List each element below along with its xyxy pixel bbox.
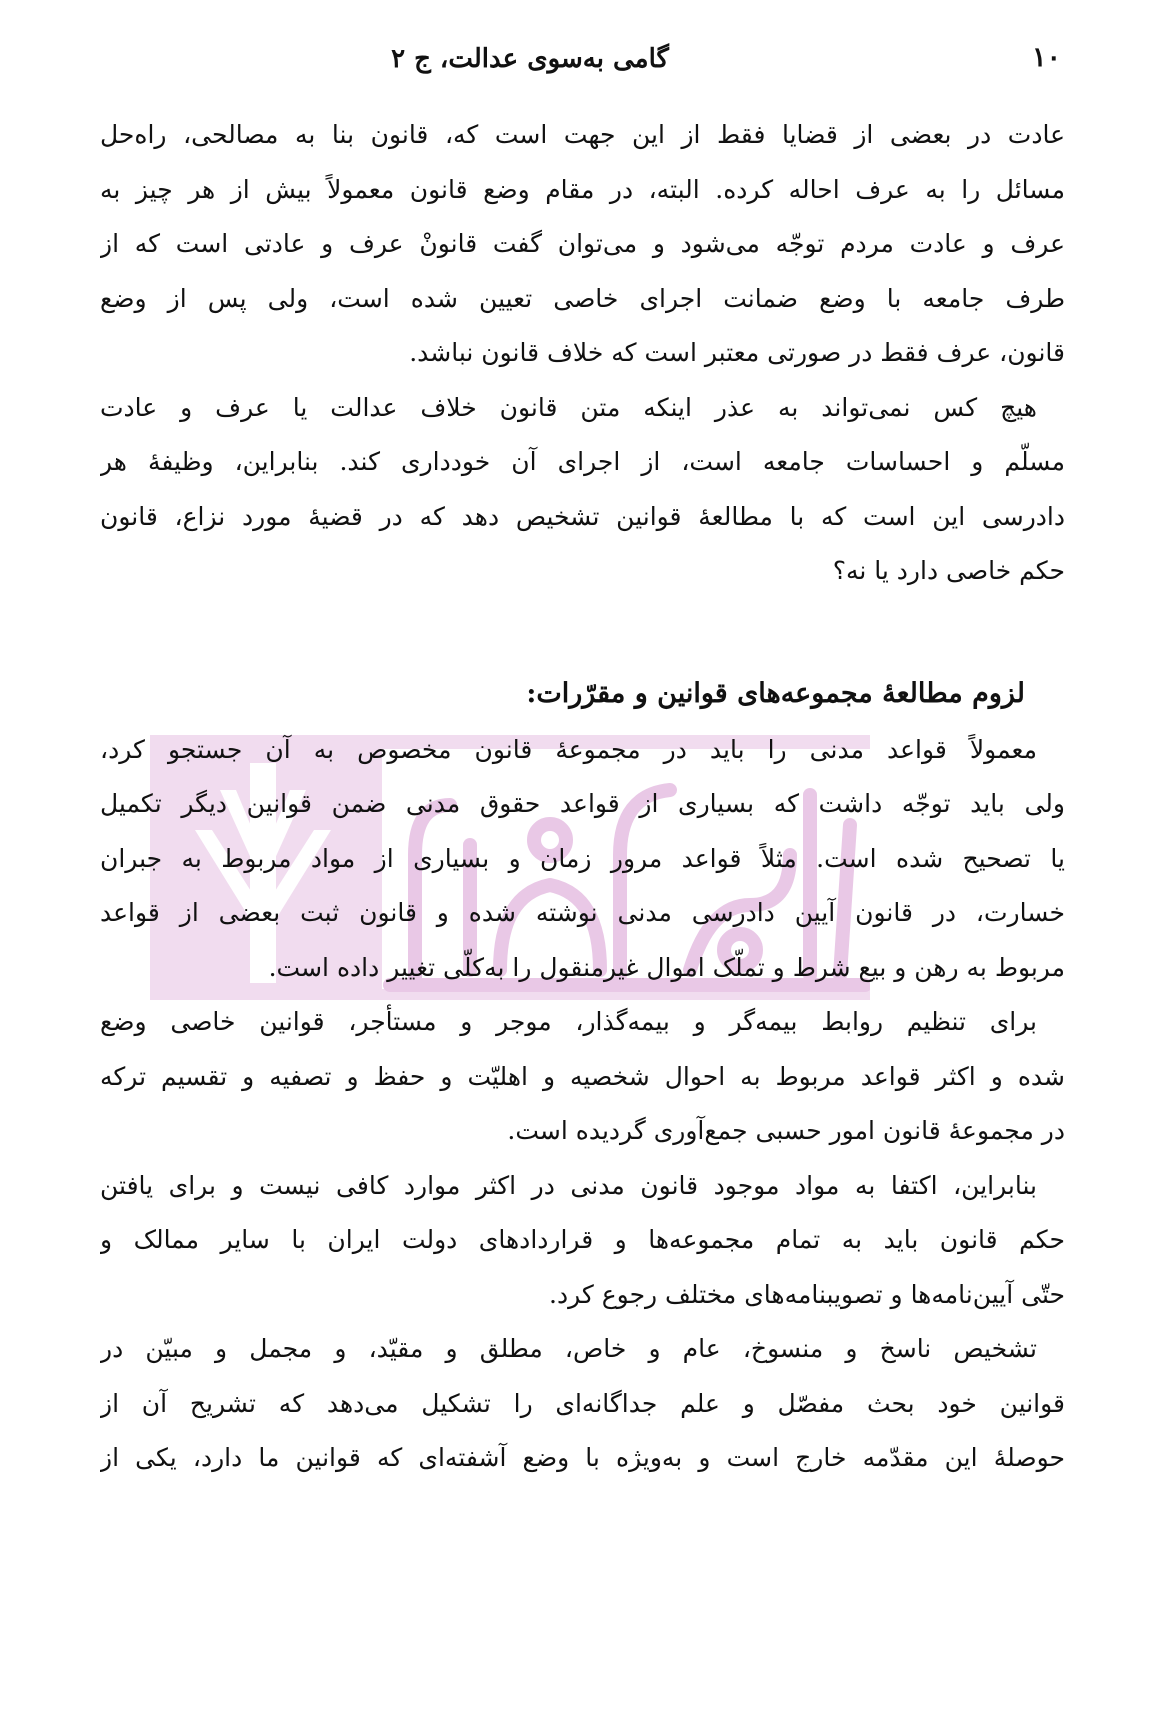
text-line: یا تصحیح شده است. مثلاً قواعد مرور زمان و بسیاری از مواد مربوط به جبران (100, 843, 1065, 873)
paragraph (100, 108, 1065, 381)
paragraph (100, 995, 1065, 1159)
text-line: قانون، عرف فقط در صورتی معتبر است که خلاف قانون نباشد. (409, 338, 1065, 367)
body-text (100, 108, 1065, 1486)
text-line: برای تنظیم روابط بیمه‌گر و بیمه‌گذار، موجر و مستأجر، قوانین خاصی وضع (100, 1007, 1037, 1036)
text-line: تشخیص ناسخ و منسوخ، عام و خاص، مطلق و مقیّد، و مجمل و مبیّن در (100, 1334, 1037, 1363)
section-gap (100, 599, 1065, 665)
paragraph (100, 1159, 1065, 1323)
paragraph (100, 723, 1065, 996)
text-line: حوصلهٔ این مقدّمه خارج است و به‌ویژه با وضع آشفته‌ای که قوانین ما دارد، یکی از (100, 1443, 1065, 1472)
text-line: ولی باید توجّه داشت که بسیاری از قواعد حقوق مدنی ضمن قوانین دیگر تکمیل (100, 789, 1065, 818)
section-heading: لزوم مطالعهٔ مجموعه‌های قوانین و مقرّرات: (526, 677, 1025, 709)
text-line: در مجموعهٔ قانون امور حسبی جمع‌آوری گردیده است. (507, 1116, 1065, 1145)
text-line: حکم خاصی دارد یا نه؟ (832, 556, 1065, 585)
text-line: دادرسی این است که با مطالعهٔ قوانین تشخیص دهد که در قضیهٔ مورد نزاع، قانون (100, 501, 1065, 531)
text-line: مسائل را به عرف احاله کرده. البته، در مقام وضع قانون معمولاً بیش از هر چیز به (100, 174, 1065, 204)
text-line: حکم قانون باید به تمام مجموعه‌ها و قراردادهای دولت ایران با سایر ممالک و (100, 1225, 1065, 1254)
text-line: قوانین خود بحث مفصّل و علم جداگانه‌ای را تشکیل می‌دهد که تشریح آن از (100, 1388, 1065, 1418)
paragraph (100, 1322, 1065, 1486)
text-line: طرف جامعه با وضع ضمانت اجرای خاصی تعیین شده است، ولی پس از وضع (100, 283, 1065, 313)
text-line: بنابراین، اکتفا به مواد موجود قانون مدنی در اکثر موارد کافی نیست و برای یافتن (100, 1170, 1037, 1200)
text-line: هیچ کس نمی‌تواند به عذر اینکه متن قانون خلاف عدالت یا عرف و عادت (100, 392, 1037, 422)
text-line: خسارت، در قانون آیین دادرسی مدنی نوشته شده و قانون ثبت بعضی از قواعد (100, 898, 1065, 927)
paragraph (100, 381, 1065, 599)
text-line: عرف و عادت مردم توجّه می‌شود و می‌توان گفت قانونْ عرف و عادتی است که از (100, 229, 1065, 258)
text-line: حتّی آیین‌نامه‌ها و تصویبنامه‌های مختلف رجوع کرد. (549, 1279, 1065, 1309)
text-line: معمولاً قواعد مدنی را باید در مجموعهٔ قانون مخصوص به آن جستجو کرد، (100, 734, 1037, 764)
text-line: شده و اکثر قواعد مربوط به احوال شخصیه و اهلیّت و حفظ و تصفیه و تقسیم ترکه (100, 1061, 1065, 1091)
text-line: مربوط به رهن و بیع شرط و تملّک اموال غیرمنقول را به‌کلّی تغییر داده است. (268, 952, 1065, 982)
running-head (0, 38, 1166, 88)
text-line: مسلّم و احساسات جامعه است، از اجرای آن خودداری کند. بنابراین، وظیفهٔ هر (100, 447, 1065, 476)
page-number: ۱۰ (1031, 42, 1061, 73)
book-title: گامی به‌سوی عدالت، ج ۲ (391, 44, 669, 74)
text-line: عادت در بعضی از قضایا فقط از این جهت است که، قانون بنا به مصالحی، راه‌حل (100, 120, 1065, 149)
